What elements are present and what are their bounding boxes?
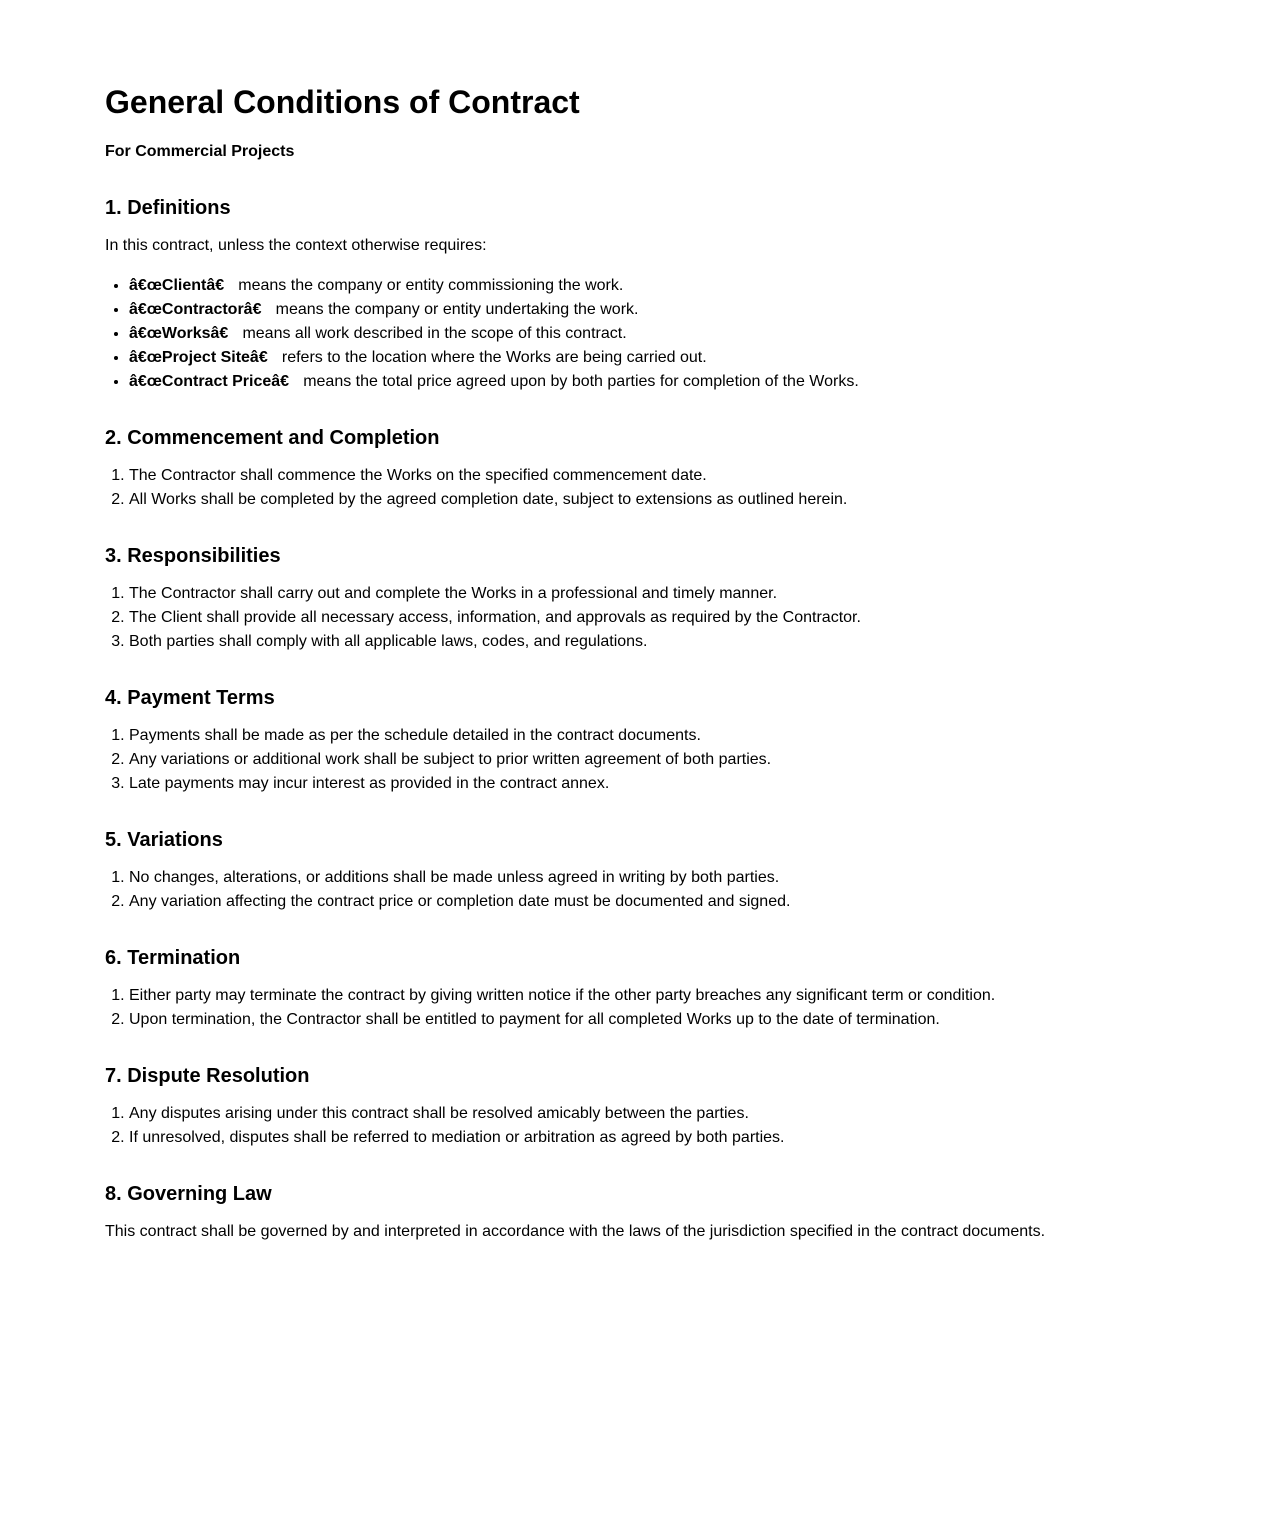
section-responsibilities: [105, 542, 1205, 654]
definition-term: â€œProject Siteâ€: [129, 349, 268, 366]
encoding-artifact: : [261, 301, 272, 318]
definition-term: â€œContract Priceâ€: [129, 373, 290, 390]
section-heading: 7. Dispute Resolution: [105, 1065, 310, 1087]
clause-list: [105, 1102, 1205, 1150]
definition-item: [129, 274, 1205, 298]
section-heading: 3. Responsibilities: [105, 545, 281, 567]
clause-item: 3. Both parties shall comply with all applicable laws, codes, and regulations.: [129, 630, 1205, 654]
encoding-artifact: : [267, 349, 278, 366]
definition-item: [129, 346, 1205, 370]
section-heading: 1. Definitions: [105, 197, 231, 219]
clause-item: 2. Any variation affecting the contract price or completion date must be documented and signed.: [129, 890, 1205, 914]
clause-item: 1. Either party may terminate the contract by giving written notice if the other party breaches any significant term or condition.: [129, 984, 1205, 1008]
clause-item: 2. The Client shall provide all necessary access, information, and approvals as required by the Contractor.: [129, 606, 1205, 630]
clause-item: 3. Late payments may incur interest as provided in the contract annex.: [129, 772, 1205, 796]
clause-item: 2. Any variations or additional work shall be subject to prior written agreement of both parties.: [129, 748, 1205, 772]
section-heading: 2. Commencement and Completion: [105, 427, 440, 449]
document-title: General Conditions of Contract: [105, 84, 580, 120]
definition-item: [129, 370, 1205, 394]
section-dispute-resolution: [105, 1062, 1205, 1150]
section-payment-terms: [105, 684, 1205, 796]
document-subtitle: For Commercial Projects: [105, 143, 295, 160]
clause-list: [105, 464, 1205, 512]
encoding-artifact: : [228, 325, 238, 342]
definition-text: means the company or entity undertaking the work.: [271, 301, 639, 318]
section-commencement: [105, 424, 1205, 512]
definition-text: means the total price agreed upon by both parties for completion of the Works.: [298, 373, 859, 390]
clause-list: [105, 582, 1205, 654]
definition-term: â€œContractorâ€: [129, 301, 262, 318]
clause-item: 1. Payments shall be made as per the schedule detailed in the contract documents.: [129, 724, 1205, 748]
section-heading: 8. Governing Law: [105, 1183, 272, 1205]
definition-text: refers to the location where the Works are being carried out.: [277, 349, 707, 366]
clause-list: [105, 724, 1205, 796]
clause-list: [105, 866, 1205, 914]
definition-text: means all work described in the scope of this contract.: [238, 325, 627, 342]
section-definitions: [105, 194, 1205, 394]
clause-item: 2. Upon termination, the Contractor shall be entitled to payment for all completed Works up to the date of termination.: [129, 1008, 1205, 1032]
section-intro: In this contract, unless the context otherwise requires:: [105, 237, 487, 254]
definition-text: means the company or entity commissioning the work.: [233, 277, 624, 294]
clause-item: 2. All Works shall be completed by the agreed completion date, subject to extensions as outlined herein.: [129, 488, 1205, 512]
encoding-artifact: : [224, 277, 234, 294]
section-governing-law: [105, 1180, 1205, 1244]
section-heading: 6. Termination: [105, 947, 241, 969]
definition-term: â€œClientâ€: [129, 277, 225, 294]
section-variations: [105, 826, 1205, 914]
clause-item: 1. No changes, alterations, or additions shall be made unless agreed in writing by both parties.: [129, 866, 1205, 890]
definitions-list: [105, 274, 1205, 394]
clause-item: 1. The Contractor shall carry out and complete the Works in a professional and timely manner.: [129, 582, 1205, 606]
clause-list: [105, 984, 1205, 1032]
definition-item: [129, 298, 1205, 322]
clause-item: 1. Any disputes arising under this contract shall be resolved amicably between the parties.: [129, 1102, 1205, 1126]
definition-term: â€œWorksâ€: [129, 325, 229, 342]
section-heading: 5. Variations: [105, 829, 223, 851]
definition-item: [129, 322, 1205, 346]
encoding-artifact: : [289, 373, 299, 390]
clause-item: 1. The Contractor shall commence the Works on the specified commencement date.: [129, 464, 1205, 488]
clause-item: 2. If unresolved, disputes shall be referred to mediation or arbitration as agreed by both parties.: [129, 1126, 1205, 1150]
section-paragraph: This contract shall be governed by and interpreted in accordance with the laws of the jurisdiction specified in the contract documents.: [105, 1223, 1046, 1240]
section-heading: 4. Payment Terms: [105, 687, 275, 709]
section-termination: [105, 944, 1205, 1032]
